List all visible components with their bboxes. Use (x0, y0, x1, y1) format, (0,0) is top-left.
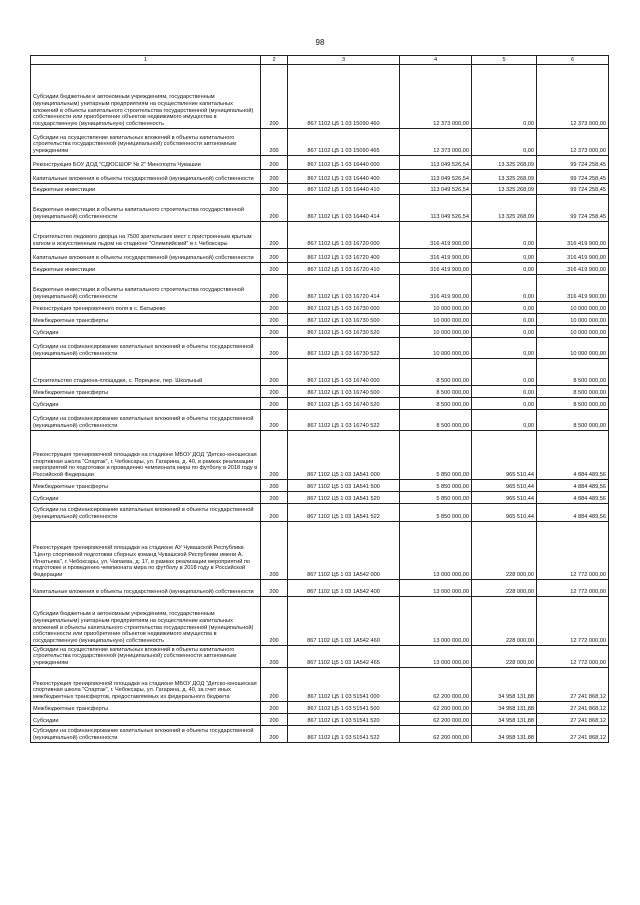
amount-change-cell: 0,00 (472, 314, 537, 326)
amount-approved-cell: 62 200 000,00 (400, 726, 472, 743)
row-name-cell: Субсидии (31, 492, 261, 504)
table-body (31, 65, 609, 743)
amount-approved-cell: 10 000 000,00 (400, 314, 472, 326)
amount-total-cell: 99 724 258,45 (537, 184, 609, 195)
row-name-cell: Субсидии на софинансирование капитальных вложений в объекты государственной (муниципальной) собственности (31, 410, 261, 431)
table-row (31, 398, 609, 410)
row-name-cell: Субсидии на осуществление капитальных вложений в объекты капитального строительства государственной (муниципальной) собственности автономным учреждениям (31, 646, 261, 668)
budget-code-cell: 867 1102 Ц5 1 03 16740 000 (288, 359, 400, 386)
budget-code-cell: 867 1102 Ц5 1 03 1А542 400 (288, 580, 400, 597)
amount-total-cell: 4 884 489,56 (537, 480, 609, 492)
row-name-cell: Бюджетные инвестиции в объекты капитального строительства государственной (муниципальной) собственности (31, 195, 261, 222)
amount-total-cell: 99 724 258,45 (537, 156, 609, 170)
amount-change-cell: 965 510,44 (472, 504, 537, 522)
budget-code-cell: 867 1102 Ц5 1 03 16730 520 (288, 326, 400, 338)
amount-change-cell: 0,00 (472, 338, 537, 359)
amount-approved-cell: 62 200 000,00 (400, 714, 472, 726)
table-row (31, 314, 609, 326)
table-row (31, 522, 609, 580)
row-name-cell: Строительство стадиона-площадки, с. Порецкое, пер. Школьный (31, 359, 261, 386)
amount-approved-cell: 8 500 000,00 (400, 359, 472, 386)
row-name-cell: Субсидии (31, 326, 261, 338)
table-row (31, 597, 609, 646)
column-header: 4 (400, 56, 472, 65)
amount-total-cell: 12 772 000,00 (537, 580, 609, 597)
row-name-cell: Бюджетные инвестиции (31, 184, 261, 195)
table-row (31, 359, 609, 386)
row-code-cell: 200 (261, 302, 288, 314)
table-row (31, 65, 609, 129)
column-header: 1 (31, 56, 261, 65)
budget-code-cell: 867 1102 Ц5 1 03 51541 500 (288, 702, 400, 714)
row-code-cell: 200 (261, 386, 288, 398)
row-code-cell: 200 (261, 714, 288, 726)
budget-code-cell: 867 1102 Ц5 1 03 16740 500 (288, 386, 400, 398)
budget-code-cell: 867 1102 Ц5 1 03 16740 520 (288, 398, 400, 410)
amount-total-cell: 8 500 000,00 (537, 398, 609, 410)
row-name-cell: Межбюджетные трансферты (31, 480, 261, 492)
row-name-cell: Реконструкция тренировочной площадки на стадионе МБОУ ДОД "Детско-юношеская спортивная школа "Спартак", г. Чебоксары, ул. Гагарина, д. 40, в рамках реализации мероприятий по подготовке и проведению чемпионата мира по футболу в 2018 году в Российской Федерации (31, 431, 261, 480)
amount-approved-cell: 5 850 000,00 (400, 492, 472, 504)
table-row (31, 326, 609, 338)
row-code-cell: 200 (261, 195, 288, 222)
amount-change-cell: 34 958 131,88 (472, 668, 537, 702)
row-code-cell: 200 (261, 359, 288, 386)
column-header: 2 (261, 56, 288, 65)
budget-code-cell: 867 1102 Ц5 1 03 1А541 500 (288, 480, 400, 492)
row-name-cell: Капитальные вложения в объекты государственной (муниципальной) собственности (31, 249, 261, 263)
table-row (31, 714, 609, 726)
amount-change-cell: 34 958 131,88 (472, 726, 537, 743)
row-name-cell: Межбюджетные трансферты (31, 314, 261, 326)
amount-total-cell: 10 000 000,00 (537, 302, 609, 314)
amount-approved-cell: 113 049 526,54 (400, 170, 472, 184)
budget-code-cell: 867 1102 Ц5 1 03 16440 000 (288, 156, 400, 170)
amount-change-cell: 13 325 268,09 (472, 170, 537, 184)
amount-change-cell: 0,00 (472, 398, 537, 410)
table-row (31, 129, 609, 156)
amount-total-cell: 12 373 000,00 (537, 129, 609, 156)
row-name-cell: Капитальные вложения в объекты государственной (муниципальной) собственности (31, 580, 261, 597)
amount-total-cell: 8 500 000,00 (537, 359, 609, 386)
budget-code-cell: 867 1102 Ц5 1 03 16720 400 (288, 249, 400, 263)
table-row (31, 170, 609, 184)
amount-change-cell: 0,00 (472, 359, 537, 386)
amount-total-cell: 8 500 000,00 (537, 386, 609, 398)
amount-change-cell: 228 000,00 (472, 522, 537, 580)
row-code-cell: 200 (261, 522, 288, 580)
budget-code-cell: 867 1102 Ц5 1 03 16720 410 (288, 263, 400, 275)
amount-change-cell: 0,00 (472, 65, 537, 129)
amount-approved-cell: 13 000 000,00 (400, 580, 472, 597)
row-name-cell: Бюджетные инвестиции в объекты капитального строительства государственной (муниципальной) собственности (31, 275, 261, 302)
amount-approved-cell: 113 049 526,54 (400, 156, 472, 170)
table-row (31, 156, 609, 170)
amount-change-cell: 0,00 (472, 222, 537, 249)
budget-table (30, 55, 609, 743)
column-header: 5 (472, 56, 537, 65)
amount-change-cell: 0,00 (472, 386, 537, 398)
budget-code-cell: 867 1102 Ц5 1 03 16730 000 (288, 302, 400, 314)
budget-code-cell: 867 1102 Ц5 1 03 1А542 000 (288, 522, 400, 580)
row-code-cell: 200 (261, 668, 288, 702)
budget-code-cell: 867 1102 Ц5 1 03 51541 522 (288, 726, 400, 743)
row-name-cell: Субсидии на софинансирование капитальных вложений в объекты государственной (муниципальной) собственности (31, 504, 261, 522)
amount-total-cell: 316 419 900,00 (537, 222, 609, 249)
table-row (31, 249, 609, 263)
amount-approved-cell: 5 850 000,00 (400, 504, 472, 522)
amount-approved-cell: 8 500 000,00 (400, 386, 472, 398)
row-code-cell: 200 (261, 263, 288, 275)
row-name-cell: Бюджетные инвестиции (31, 263, 261, 275)
amount-change-cell: 0,00 (472, 249, 537, 263)
column-header: 3 (288, 56, 400, 65)
table-row (31, 184, 609, 195)
table-row (31, 492, 609, 504)
amount-total-cell: 316 419 900,00 (537, 249, 609, 263)
amount-approved-cell: 13 000 000,00 (400, 597, 472, 646)
row-code-cell: 200 (261, 410, 288, 431)
row-name-cell: Субсидии на осуществление капитальных вложений в объекты капитального строительства государственной (муниципальной) собственности автономным учреждениям (31, 129, 261, 156)
amount-approved-cell: 8 500 000,00 (400, 398, 472, 410)
row-code-cell: 200 (261, 275, 288, 302)
amount-total-cell: 4 884 489,56 (537, 504, 609, 522)
table-row (31, 580, 609, 597)
budget-code-cell: 867 1102 Ц5 1 03 1А541 000 (288, 431, 400, 480)
amount-change-cell: 965 510,44 (472, 431, 537, 480)
amount-change-cell: 0,00 (472, 275, 537, 302)
amount-change-cell: 34 958 131,88 (472, 702, 537, 714)
row-code-cell: 200 (261, 597, 288, 646)
amount-approved-cell: 12 373 000,00 (400, 129, 472, 156)
amount-approved-cell: 8 500 000,00 (400, 410, 472, 431)
table-row (31, 222, 609, 249)
table-row (31, 431, 609, 480)
row-code-cell: 200 (261, 326, 288, 338)
table-row (31, 338, 609, 359)
amount-total-cell: 12 373 000,00 (537, 65, 609, 129)
row-name-cell: Строительство ледового дворца на 7500 зрительских мест с пристроенным крытым катком и искусственным льдом на стадионе "Олимпийский" в г. Чебоксары (31, 222, 261, 249)
amount-change-cell: 0,00 (472, 129, 537, 156)
row-code-cell: 200 (261, 504, 288, 522)
table-row (31, 410, 609, 431)
row-code-cell: 200 (261, 222, 288, 249)
budget-code-cell: 867 1102 Ц5 1 03 15090 460 (288, 65, 400, 129)
budget-code-cell: 867 1102 Ц5 1 03 16440 400 (288, 170, 400, 184)
amount-total-cell: 27 241 868,12 (537, 714, 609, 726)
row-code-cell: 200 (261, 431, 288, 480)
amount-change-cell: 0,00 (472, 263, 537, 275)
amount-total-cell: 99 724 258,45 (537, 170, 609, 184)
row-code-cell: 200 (261, 170, 288, 184)
amount-change-cell: 228 000,00 (472, 597, 537, 646)
amount-total-cell: 27 241 868,12 (537, 726, 609, 743)
row-name-cell: Реконструкция тренировочной площадки на стадионе МБОУ ДОД "Детско-юношеская спортивная школа "Спартак", г. Чебоксары, ул. Гагарина, д. 40, за счет иных межбюджетных трансфертов, предоставляемых из федерального бюджета (31, 668, 261, 702)
budget-code-cell: 867 1102 Ц5 1 03 16730 500 (288, 314, 400, 326)
amount-total-cell: 8 500 000,00 (537, 410, 609, 431)
amount-change-cell: 965 510,44 (472, 480, 537, 492)
amount-approved-cell: 316 419 900,00 (400, 275, 472, 302)
amount-change-cell: 965 510,44 (472, 492, 537, 504)
amount-change-cell: 0,00 (472, 326, 537, 338)
amount-approved-cell: 13 000 000,00 (400, 646, 472, 668)
amount-approved-cell: 10 000 000,00 (400, 338, 472, 359)
budget-code-cell: 867 1102 Ц5 1 03 16720 414 (288, 275, 400, 302)
amount-total-cell: 10 000 000,00 (537, 326, 609, 338)
budget-code-cell: 867 1102 Ц5 1 03 16440 410 (288, 184, 400, 195)
row-name-cell: Субсидии на софинансирование капитальных вложений в объекты государственной (муниципальной) собственности (31, 338, 261, 359)
row-code-cell: 200 (261, 480, 288, 492)
amount-change-cell: 228 000,00 (472, 580, 537, 597)
budget-code-cell: 867 1102 Ц5 1 03 1А542 460 (288, 597, 400, 646)
row-name-cell: Субсидии (31, 714, 261, 726)
row-name-cell: Межбюджетные трансферты (31, 386, 261, 398)
row-name-cell: Межбюджетные трансферты (31, 702, 261, 714)
table-row (31, 726, 609, 743)
amount-change-cell: 228 000,00 (472, 646, 537, 668)
budget-code-cell: 867 1102 Ц5 1 03 16740 522 (288, 410, 400, 431)
row-code-cell: 200 (261, 314, 288, 326)
amount-total-cell: 27 241 868,12 (537, 702, 609, 714)
budget-code-cell: 867 1102 Ц5 1 03 16730 522 (288, 338, 400, 359)
amount-total-cell: 4 884 489,56 (537, 492, 609, 504)
amount-approved-cell: 10 000 000,00 (400, 326, 472, 338)
amount-change-cell: 13 325 268,09 (472, 156, 537, 170)
budget-code-cell: 867 1102 Ц5 1 03 15090 465 (288, 129, 400, 156)
amount-approved-cell: 316 419 900,00 (400, 263, 472, 275)
budget-code-cell: 867 1102 Ц5 1 03 1А541 520 (288, 492, 400, 504)
table-row (31, 263, 609, 275)
row-name-cell: Субсидии бюджетным и автономным учреждениям, государственным (муниципальным) унитарным предприятиям на осуществление капитальных вложений в объекты капитального строительства государственной (муниципальной) собственности или приобретение объектов недвижимого имущества в государственную (муниципальную) собственность (31, 597, 261, 646)
budget-code-cell: 867 1102 Ц5 1 03 51541 000 (288, 668, 400, 702)
row-code-cell: 200 (261, 702, 288, 714)
row-code-cell: 200 (261, 65, 288, 129)
amount-total-cell: 4 884 489,56 (537, 431, 609, 480)
row-code-cell: 200 (261, 184, 288, 195)
table-row (31, 480, 609, 492)
table-row (31, 195, 609, 222)
budget-code-cell: 867 1102 Ц5 1 03 16720 000 (288, 222, 400, 249)
amount-approved-cell: 5 850 000,00 (400, 480, 472, 492)
row-code-cell: 200 (261, 338, 288, 359)
row-name-cell: Реконструкция тренировочной площадки на стадионе АУ Чувашской Республики "Центр спортивной подготовки сборных команд Чувашской Республики имени А. Игнатьева", г. Чебоксары, ул. Чапаева, д. 17, в рамках реализации мероприятий по подготовке и проведению чемпионата мира по футболу в 2018 году в Российской Федерации (31, 522, 261, 580)
amount-change-cell: 13 325 268,09 (472, 195, 537, 222)
amount-total-cell: 12 772 000,00 (537, 597, 609, 646)
page-number: 98 (315, 38, 325, 47)
amount-total-cell: 316 419 900,00 (537, 263, 609, 275)
amount-approved-cell: 113 049 526,54 (400, 184, 472, 195)
table-row (31, 504, 609, 522)
amount-approved-cell: 113 049 526,54 (400, 195, 472, 222)
amount-approved-cell: 5 850 000,00 (400, 431, 472, 480)
amount-total-cell: 27 241 868,12 (537, 668, 609, 702)
amount-total-cell: 12 772 000,00 (537, 522, 609, 580)
table-header-row (31, 56, 609, 65)
table-row (31, 302, 609, 314)
row-code-cell: 200 (261, 249, 288, 263)
amount-total-cell: 316 419 900,00 (537, 275, 609, 302)
row-name-cell: Реконструкция БОУ ДОД "СДЮСШОР № 2" Минспорта Чувашии (31, 156, 261, 170)
row-name-cell: Субсидии бюджетным и автономным учреждениям, государственным (муниципальным) унитарным предприятиям на осуществление капитальных вложений в объекты капитального строительства государственной (муниципальной) собственности или приобретение объектов недвижимого имущества в государственную (муниципальную) собственность (31, 65, 261, 129)
row-code-cell: 200 (261, 492, 288, 504)
amount-approved-cell: 62 200 000,00 (400, 702, 472, 714)
amount-approved-cell: 12 373 000,00 (400, 65, 472, 129)
amount-approved-cell: 10 000 000,00 (400, 302, 472, 314)
row-name-cell: Капитальные вложения в объекты государственной (муниципальной) собственности (31, 170, 261, 184)
budget-code-cell: 867 1102 Ц5 1 03 16440 414 (288, 195, 400, 222)
row-name-cell: Субсидии (31, 398, 261, 410)
row-name-cell: Субсидии на софинансирование капитальных вложений в объекты государственной (муниципальной) собственности (31, 726, 261, 743)
budget-code-cell: 867 1102 Ц5 1 03 1А541 522 (288, 504, 400, 522)
amount-approved-cell: 316 419 900,00 (400, 222, 472, 249)
amount-approved-cell: 13 000 000,00 (400, 522, 472, 580)
row-code-cell: 200 (261, 580, 288, 597)
table-row (31, 668, 609, 702)
amount-change-cell: 34 958 131,88 (472, 714, 537, 726)
amount-total-cell: 99 724 258,45 (537, 195, 609, 222)
column-header: 6 (537, 56, 609, 65)
row-code-cell: 200 (261, 726, 288, 743)
table-row (31, 386, 609, 398)
table-row (31, 702, 609, 714)
row-code-cell: 200 (261, 156, 288, 170)
table-row (31, 275, 609, 302)
amount-total-cell: 10 000 000,00 (537, 314, 609, 326)
amount-total-cell: 10 000 000,00 (537, 338, 609, 359)
amount-total-cell: 12 772 000,00 (537, 646, 609, 668)
amount-approved-cell: 62 200 000,00 (400, 668, 472, 702)
amount-approved-cell: 316 419 900,00 (400, 249, 472, 263)
row-code-cell: 200 (261, 129, 288, 156)
row-name-cell: Реконструкция тренировочного поля в с. Батырево (31, 302, 261, 314)
row-code-cell: 200 (261, 646, 288, 668)
row-code-cell: 200 (261, 398, 288, 410)
amount-change-cell: 0,00 (472, 410, 537, 431)
table-row (31, 646, 609, 668)
amount-change-cell: 0,00 (472, 302, 537, 314)
amount-change-cell: 13 325 268,09 (472, 184, 537, 195)
budget-code-cell: 867 1102 Ц5 1 03 1А542 465 (288, 646, 400, 668)
budget-code-cell: 867 1102 Ц5 1 03 51541 520 (288, 714, 400, 726)
